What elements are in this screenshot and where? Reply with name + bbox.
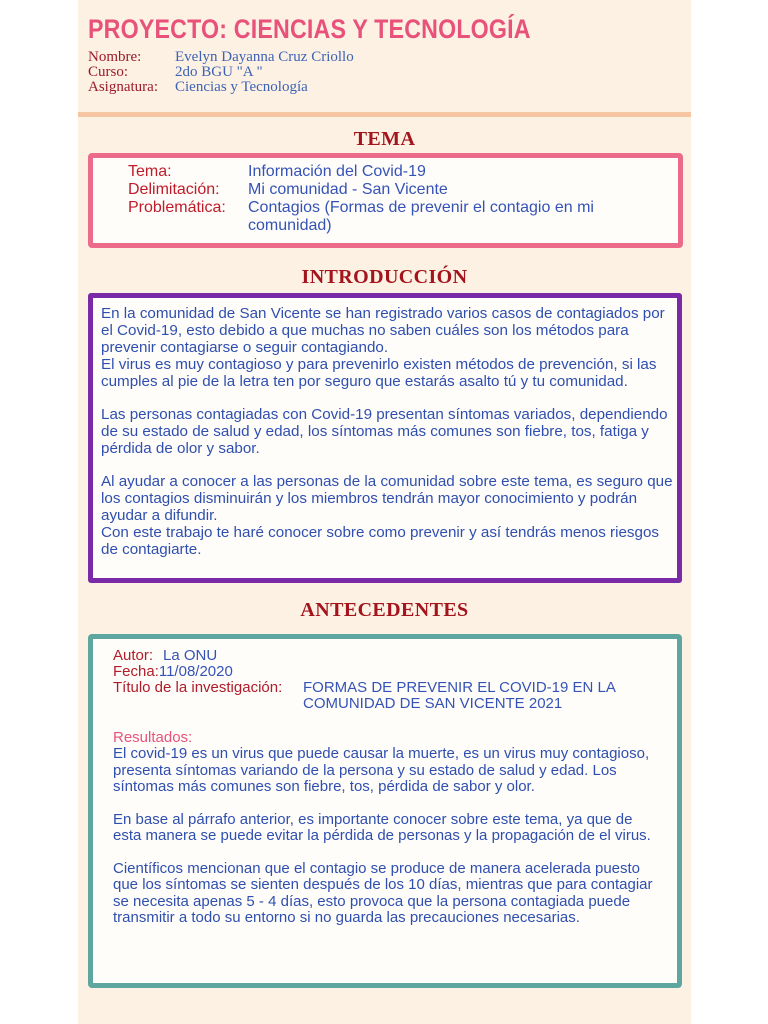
resultados-label: Resultados: [113,729,193,746]
student-name-value: Evelyn Dayanna Cruz Criollo [175,49,354,65]
header-divider [78,112,691,117]
fecha-row [113,664,658,680]
delimitacion-row [128,181,648,199]
resultados-paragraph: Científicos mencionan que el contagio se produce de manera acelerada puesto que los síntomas se sienten después de los 10 días, mientras que para contagiar se necesita apenas 5 - 4 días, esto provoca que la persona contagiada puede transmitir a todo su entorno si no guarda las precauciones necesarias. [113,859,653,926]
introduccion-box [88,293,682,583]
antecedentes-heading: ANTECEDENTES [300,599,469,621]
intro-paragraph: Con este trabajo te haré conocer sobre como prevenir y así tendrás menos riesgos de contagiarte. [101,524,660,558]
tema-details [128,163,648,235]
delimitacion-value: Mi comunidad - San Vicente [248,181,448,198]
intro-paragraph: El virus es muy contagioso y para prevenirlo existen métodos de prevención, si las cumples al pie de la letra ten por seguro que estarás asalto tú y tu comunidad. [101,356,657,390]
problematica-value: Contagios (Formas de prevenir el contagio en mi comunidad) [248,199,594,234]
student-info [88,50,684,95]
project-title: PROYECTO: CIENCIAS Y TECNOLOGÍA [88,14,531,44]
tema-heading: TEMA [353,128,416,150]
introduccion-text [101,305,673,558]
delimitacion-label: Delimitación: [128,181,220,198]
subject-label: Asignatura: [88,79,158,95]
autor-value: La ONU [163,647,218,664]
titulo-row [113,680,658,712]
fecha-label: Fecha: [113,663,159,680]
course-row [88,65,684,80]
resultados-paragraph: En base al párrafo anterior, es importante conocer sobre este tema, ya que de esta manera se puede evitar la pérdida de personas y la propagación de el virus. [113,810,651,844]
titulo-value: FORMAS DE PREVENIR EL COVID-19 EN LA COMUNIDAD DE SAN VICENTE 2021 [303,679,616,712]
subject-value: Ciencias y Tecnología [175,79,308,95]
tema-value: Información del Covid-19 [248,163,426,180]
course-label: Curso: [88,64,129,80]
autor-label: Autor: [113,647,154,664]
course-value: 2do BGU "A " [175,64,263,80]
subject-row [88,80,684,95]
document-header [88,14,684,95]
introduccion-heading: INTRODUCCIÓN [301,266,468,288]
intro-paragraph: Las personas contagiadas con Covid-19 presentan síntomas variados, dependiendo de su estado de salud y edad, los síntomas más comunes son fiebre, tos, fatiga y pérdida de olor y sabor. [101,406,668,457]
resultados-text [113,746,658,927]
autor-row [113,648,658,664]
fecha-value: 11/08/2020 [158,663,233,680]
tema-box [88,153,683,248]
titulo-label: Título de la investigación: [113,679,283,696]
intro-paragraph: En la comunidad de San Vicente se han registrado varios casos de contagiados por el Covid-19, esto debido a que muchas no saben cuáles son los métodos para prevenir contagiarse o seguir contagiando. [101,305,665,356]
document-page [78,0,691,1024]
tema-label: Tema: [128,163,172,180]
student-name-row [88,50,684,65]
antecedentes-content [113,648,658,927]
problematica-row [128,199,648,235]
tema-row [128,163,648,181]
problematica-label: Problemática: [128,199,226,216]
intro-paragraph: Al ayudar a conocer a las personas de la comunidad sobre este tema, es seguro que los contagios disminuirán y los miembros tendrán mayor conocimiento y podrán ayudar a difundir. [101,473,673,524]
resultados-paragraph: El covid-19 es un virus que puede causar la muerte, es un virus muy contagioso, presenta síntomas variando de la persona y su estado de salud y edad. Los síntomas más comunes son fiebre, tos, pérdida de sabor y olor. [113,745,650,795]
antecedentes-box [88,634,682,988]
student-name-label: Nombre: [88,49,142,65]
